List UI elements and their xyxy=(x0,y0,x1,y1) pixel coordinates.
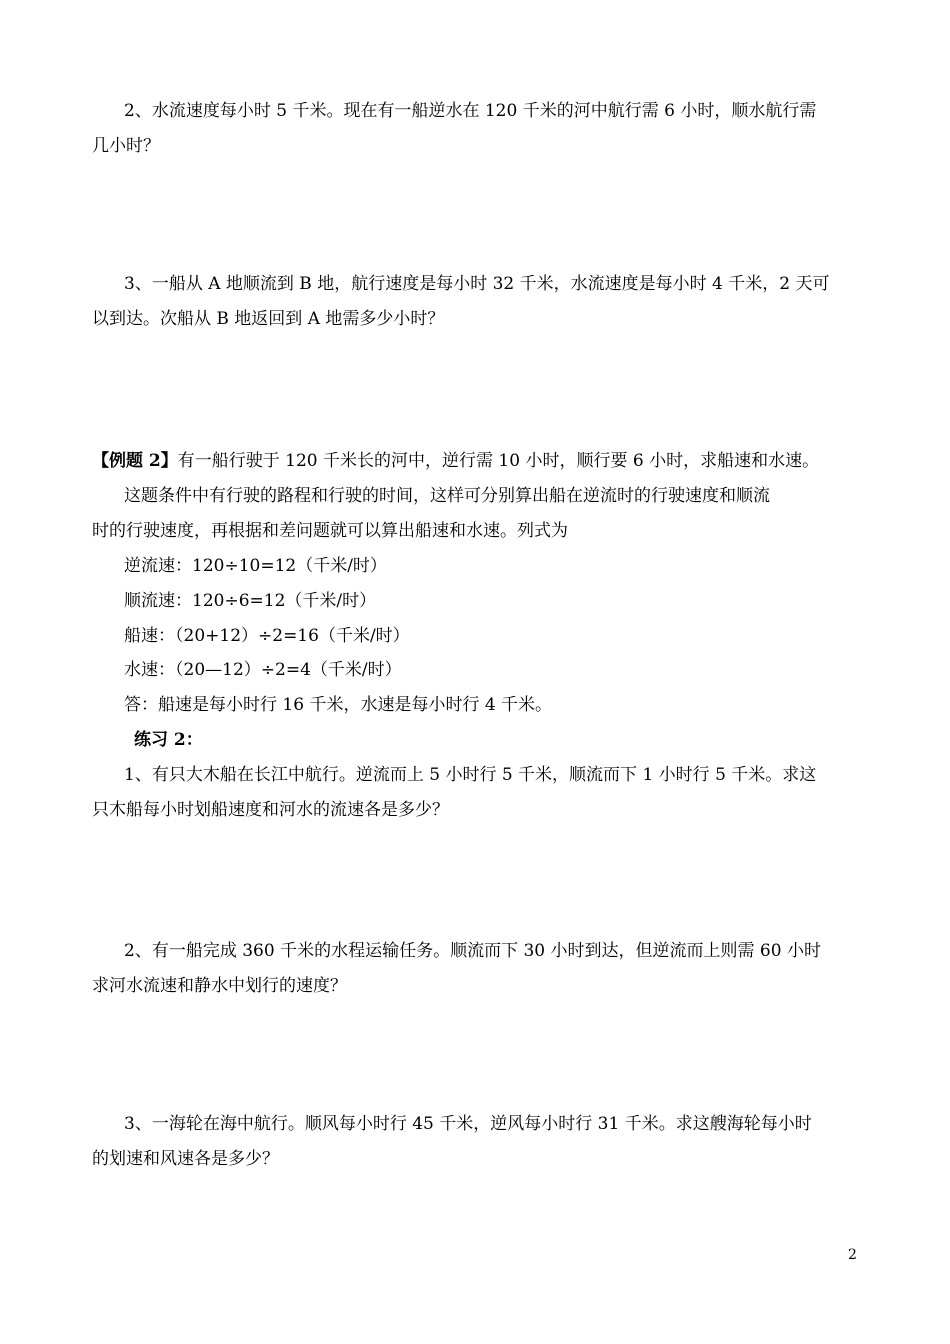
question-2-line-1: 2、水流速度每小时 5 千米。现在有一船逆水在 120 千米的河中航行需 6 小时，顺水航行需 xyxy=(124,101,817,121)
example-2-answer: 答：船速是每小时行 16 千米，水速是每小时行 4 千米。 xyxy=(124,695,553,715)
calc-boat-speed: 船速：（20+12）÷2=16（千米/时） xyxy=(124,626,410,646)
question-3-line-1: 3、一船从 A 地顺流到 B 地，航行速度是每小时 32 千米，水流速度是每小时 4 千米，2 天可 xyxy=(124,274,830,294)
calc-upstream-speed: 逆流速：120÷10=12（千米/时） xyxy=(124,556,387,576)
practice-q2-line-2: 求河水流速和静水中划行的速度？ xyxy=(92,976,347,996)
example-2-heading xyxy=(92,450,872,472)
question-2-line-2: 几小时？ xyxy=(92,136,160,156)
practice-q3-line-2: 的划速和风速各是多少？ xyxy=(92,1149,279,1169)
example-2-explain-line-2: 时的行驶速度，再根据和差问题就可以算出船速和水速。列式为 xyxy=(92,521,568,541)
question-3-line-2: 以到达。次船从 B 地返回到 A 地需多少小时？ xyxy=(92,309,445,329)
example-2-label: 【例题 2】 xyxy=(92,451,178,471)
example-2-explain-line-1: 这题条件中有行驶的路程和行驶的时间，这样可分别算出船在逆流时的行驶速度和顺流 xyxy=(124,486,770,506)
calc-downstream-speed: 顺流速：120÷6=12（千米/时） xyxy=(124,591,377,611)
practice-2-title: 练习 2： xyxy=(134,730,203,750)
calc-water-speed: 水速：（20—12）÷2=4（千米/时） xyxy=(124,660,402,680)
practice-q1-line-2: 只木船每小时划船速度和河水的流速各是多少？ xyxy=(92,800,449,820)
practice-q3-line-1: 3、一海轮在海中航行。顺风每小时行 45 千米，逆风每小时行 31 千米。求这艘海轮每小时 xyxy=(124,1114,812,1134)
practice-q1-line-1: 1、有只大木船在长江中航行。逆流而上 5 小时行 5 千米，顺流而下 1 小时行 5 千米。求这 xyxy=(124,765,817,785)
practice-q2-line-1: 2、有一船完成 360 千米的水程运输任务。顺流而下 30 小时到达，但逆流而上则需 60 小时 xyxy=(124,941,821,961)
example-2-text: 有一船行驶于 120 千米长的河中，逆行需 10 小时，顺行要 6 小时，求船速和水速。 xyxy=(177,451,820,471)
page-number: 2 xyxy=(848,1247,857,1263)
